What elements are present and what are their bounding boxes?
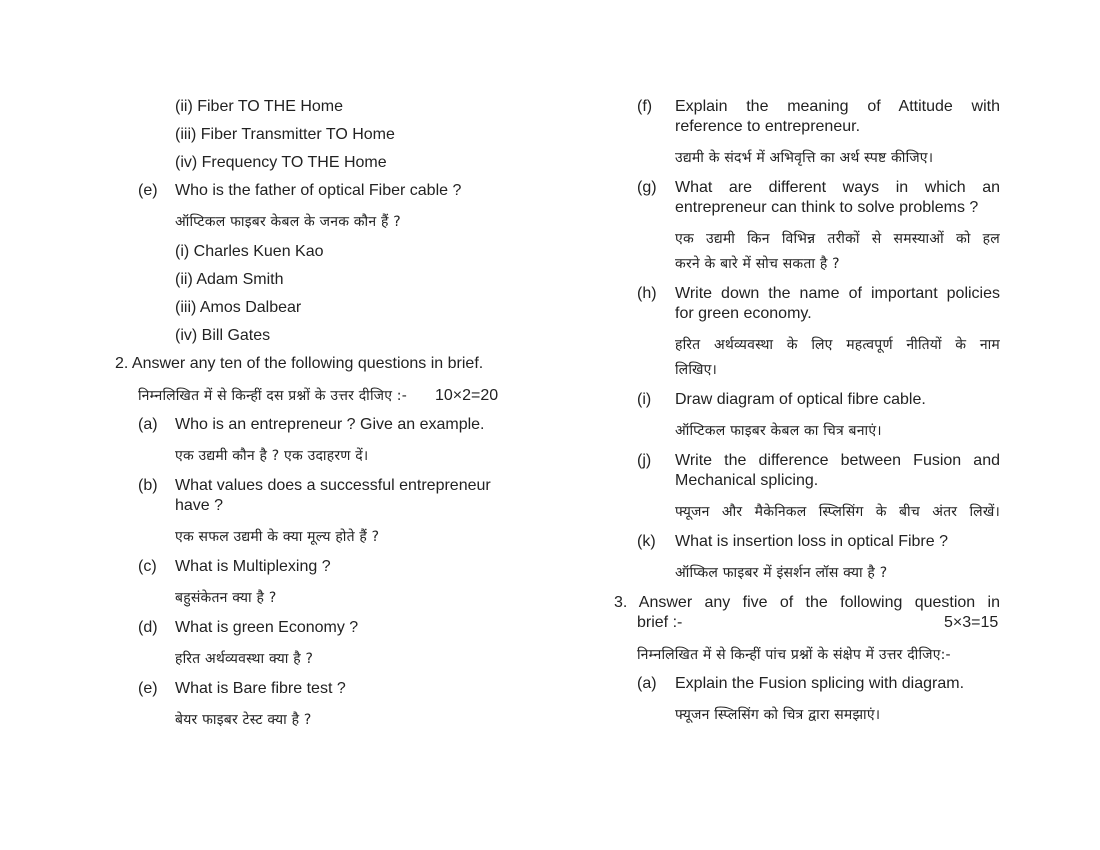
question-text-hindi-cont: लिखिए। (675, 362, 718, 378)
section-3-heading-hindi: निम्नलिखित में से किन्हीं पांच प्रश्नों के संक्षेप में उत्तर दीजिए:- (637, 647, 951, 663)
option-iii: (iii) Amos Dalbear (175, 299, 302, 316)
question-text-cont: for green economy. (675, 305, 812, 322)
question-text-hindi: फ्यूजन और मैकेनिकल स्प्लिसिंग के बीच अंतर लिखें। (675, 504, 1000, 520)
question-text-hindi: उद्यमी के संदर्भ में अभिवृत्ति का अर्थ स्पष्ट कीजिए। (675, 150, 934, 166)
question-label: (d) (138, 619, 158, 636)
question-text: Draw diagram of optical fibre cable. (675, 391, 926, 408)
question-text: Write down the name of important policies (675, 285, 1000, 302)
question-text-hindi: एक सफल उद्यमी के क्या मूल्य होते हैं ? (175, 529, 380, 545)
question-label: (a) (637, 675, 657, 692)
option-iv-frequency: (iv) Frequency TO THE Home (175, 154, 387, 171)
section-2-marks: 10×2=20 (435, 387, 499, 404)
question-text: Write the difference between Fusion and (675, 452, 1000, 469)
question-text-hindi-cont: करने के बारे में सोच सकता है ? (675, 256, 840, 272)
section-3-heading: 3. Answer any five of the following question in (614, 594, 1000, 611)
question-text: Explain the Fusion splicing with diagram. (675, 675, 965, 692)
question-text-hindi: ऑप्टिकल फाइबर केबल का चित्र बनाएं। (675, 423, 882, 439)
question-text-hindi: ऑप्टिकल फाइबर केबल के जनक कौन हैं ? (175, 214, 401, 230)
question-text: What is Multiplexing ? (175, 558, 331, 575)
question-text-cont: reference to entrepreneur. (675, 118, 861, 135)
option-iv: (iv) Bill Gates (175, 327, 271, 344)
question-text: What values does a successful entrepreneur (175, 477, 491, 494)
question-text: What is Bare fibre test ? (175, 680, 346, 697)
question-label: (a) (138, 416, 158, 433)
question-text: What are different ways in which an (675, 179, 1000, 196)
question-text-hindi: ऑप्किल फाइबर में इंसर्शन लॉस क्या है ? (675, 565, 888, 581)
question-text: What is green Economy ? (175, 619, 359, 636)
question-label: (b) (138, 477, 158, 494)
section-2-heading-hindi: निम्नलिखित में से किन्हीं दस प्रश्नों के उत्तर दीजिए :- (138, 388, 407, 404)
question-text-cont: have ? (175, 497, 224, 514)
section-3-marks: 5×3=15 (944, 614, 999, 631)
question-label: (h) (637, 285, 657, 302)
question-label: (k) (637, 533, 656, 550)
section-2-heading: 2. Answer any ten of the following questions in brief. (115, 355, 484, 372)
question-text: Who is the father of optical Fiber cable ? (175, 182, 462, 199)
question-text-hindi: फ्यूजन स्प्लिसिंग को चित्र द्वारा समझाएं। (675, 707, 881, 723)
option-ii: (ii) Adam Smith (175, 271, 284, 288)
question-text: Explain the meaning of Attitude with (675, 98, 1000, 115)
question-label: (j) (637, 452, 652, 469)
option-i: (i) Charles Kuen Kao (175, 243, 324, 260)
question-label: (i) (637, 391, 652, 408)
question-text-cont: Mechanical splicing. (675, 472, 819, 489)
question-text-hindi: बहुसंकेतन क्या है ? (175, 590, 277, 606)
question-text-hindi: बेयर फाइबर टेस्ट क्या है ? (175, 712, 312, 728)
option-ii-fiber-to-the-home: (ii) Fiber TO THE Home (175, 98, 344, 115)
question-label: (c) (138, 558, 157, 575)
question-label: (g) (637, 179, 657, 196)
section-3-heading-cont: brief :- (637, 614, 683, 631)
question-text-hindi: हरित अर्थव्यवस्था के लिए महत्वपूर्ण नीतियों के नाम (675, 337, 1000, 353)
question-text-cont: entrepreneur can think to solve problems ? (675, 199, 979, 216)
question-label: (e) (138, 680, 158, 697)
option-iii-fiber-transmitter: (iii) Fiber Transmitter TO Home (175, 126, 395, 143)
question-text: Who is an entrepreneur ? Give an example. (175, 416, 485, 433)
question-text-hindi: एक उद्यमी कौन है ? एक उदाहरण दें। (175, 448, 369, 464)
question-text-hindi: हरित अर्थव्यवस्था क्या है ? (175, 651, 314, 667)
question-label: (f) (637, 98, 653, 115)
question-label: (e) (138, 182, 158, 199)
question-text: What is insertion loss in optical Fibre ? (675, 533, 948, 550)
question-text-hindi: एक उद्यमी किन विभिन्न तरीकों से समस्याओं को हल (675, 231, 1000, 247)
